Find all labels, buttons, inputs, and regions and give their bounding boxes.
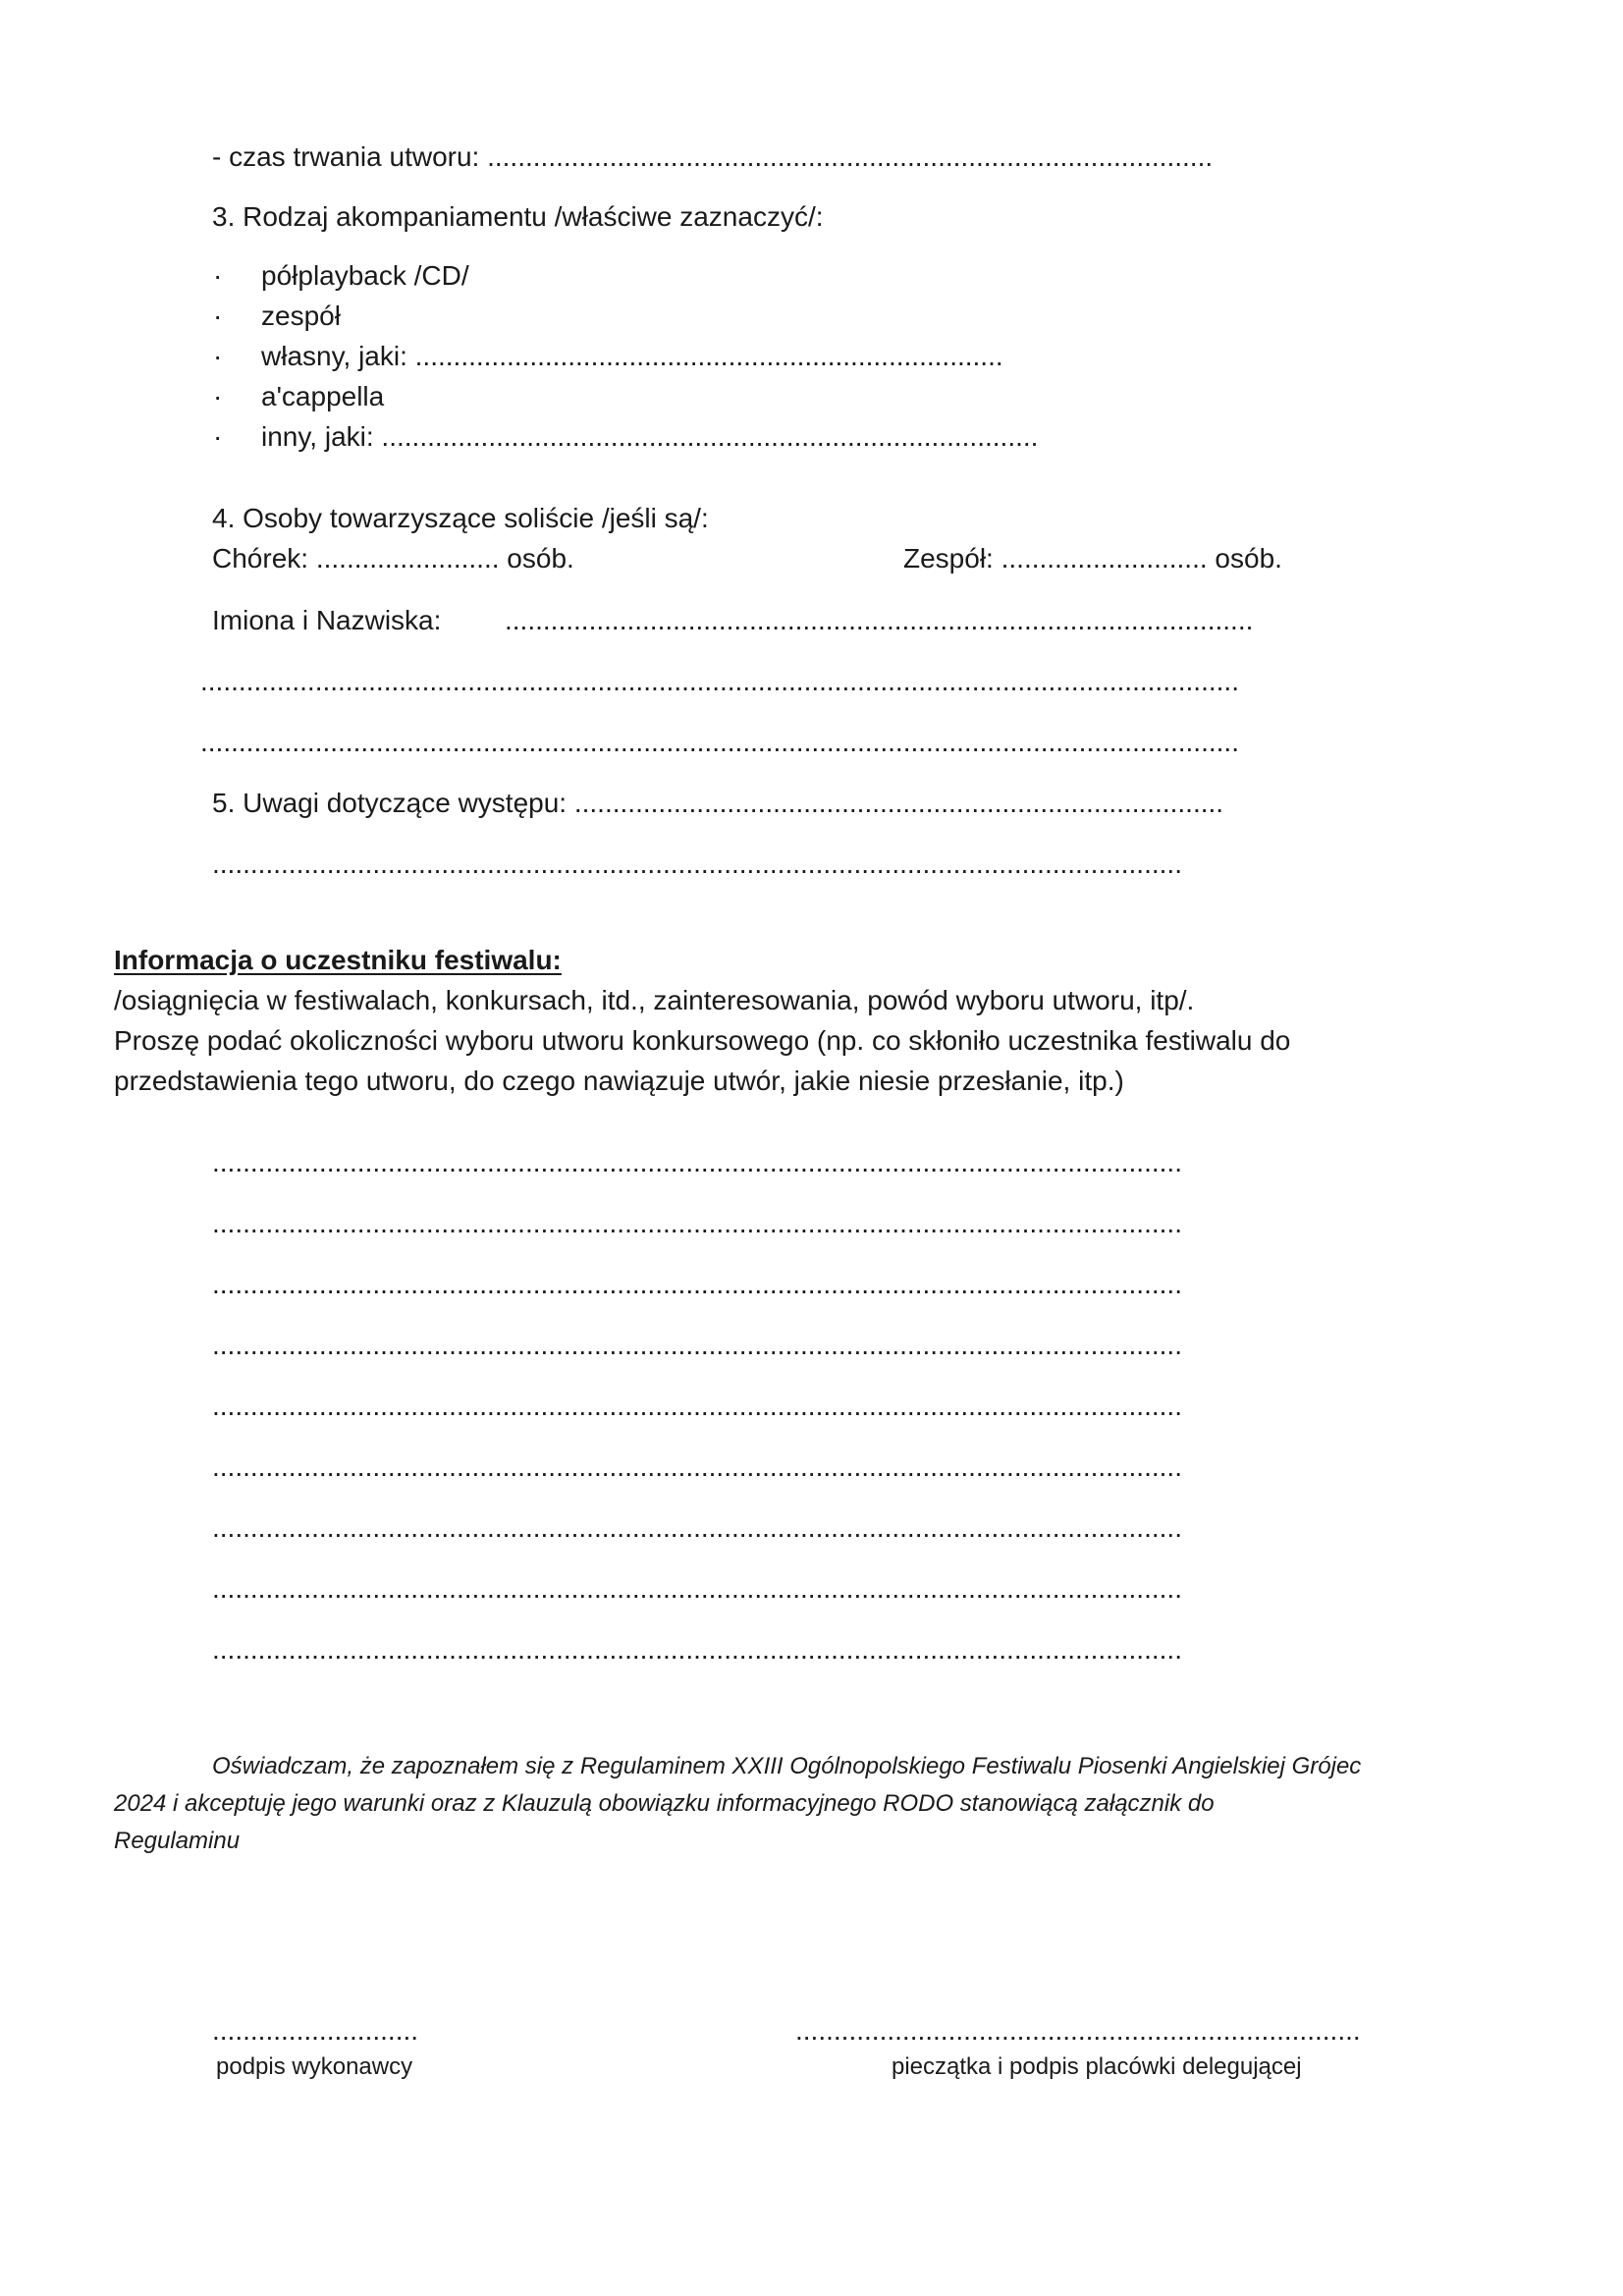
section-3-title: 3. Rodzaj akompaniamentu /właściwe zaznaczyć/:: [212, 201, 824, 232]
choir-count-field[interactable]: Chórek: ........................ osób.: [212, 543, 574, 574]
remarks-blank-line[interactable]: ...............................................................................................................................: [212, 848, 1182, 879]
option-acappella[interactable]: a'cappella: [261, 381, 385, 411]
info-blank-line[interactable]: ...............................................................................................................................: [212, 1269, 1182, 1299]
participant-info-heading: Informacja o uczestniku festiwalu:: [114, 945, 562, 975]
info-blank-line[interactable]: ...............................................................................................................................: [212, 1512, 1182, 1543]
declaration-line: Oświadczam, że zapoznałem się z Regulaminem XXIII Ogólnopolskiego Festiwalu Piosenki Angielskiej Grójec: [212, 1753, 1362, 1779]
institution-signature-field[interactable]: ..........................................................................: [795, 2015, 1361, 2046]
option-other[interactable]: inny, jaki: ......................................................................................: [261, 421, 1039, 452]
bullet-dot-icon: ·: [213, 260, 223, 291]
info-blank-line[interactable]: ...............................................................................................................................: [212, 1634, 1182, 1665]
option-own[interactable]: własny, jaki: .............................................................................: [261, 341, 1003, 371]
section-4-title: 4. Osoby towarzyszące soliście /jeśli są/:: [212, 503, 709, 533]
info-blank-line[interactable]: ...............................................................................................................................: [212, 1391, 1182, 1421]
declaration-line: Regulaminu: [114, 1828, 241, 1854]
names-label: Imiona i Nazwiska:: [212, 605, 442, 635]
performer-signature-label: podpis wykonawcy: [216, 2053, 413, 2080]
bullet-dot-icon: ·: [213, 421, 223, 452]
option-halfplayback[interactable]: półplayback /CD/: [261, 260, 469, 291]
participant-info-instruction: przedstawienia tego utworu, do czego nawiązuje utwór, jakie niesie przesłanie, itp.): [114, 1066, 1124, 1096]
band-count-field[interactable]: Zespół: ........................... osób.: [903, 543, 1282, 574]
names-field-line[interactable]: ..................................................................................................: [505, 605, 1254, 635]
bullet-dot-icon: ·: [213, 301, 223, 331]
section-5-remarks-field[interactable]: 5. Uwagi dotyczące występu: .....................................................................................: [212, 788, 1224, 818]
info-blank-line[interactable]: ...............................................................................................................................: [212, 1573, 1182, 1604]
bullet-dot-icon: ·: [213, 381, 223, 411]
performer-signature-field[interactable]: ...........................: [212, 2015, 419, 2046]
option-band[interactable]: zespół: [261, 301, 341, 331]
participant-info-instruction: /osiągnięcia w festiwalach, konkursach, itd., zainteresowania, powód wyboru utworu, itp/.: [114, 985, 1195, 1015]
names-blank-line[interactable]: ........................................................................................................................................: [200, 666, 1239, 696]
duration-field-line[interactable]: - czas trwania utworu: ...............................................................................................: [212, 141, 1214, 172]
names-blank-line[interactable]: ........................................................................................................................................: [200, 727, 1239, 757]
institution-signature-label: pieczątka i podpis placówki delegującej: [892, 2053, 1302, 2080]
declaration-line: 2024 i akceptuję jego warunki oraz z Klauzulą obowiązku informacyjnego RODO stanowiącą załącznik do: [114, 1790, 1215, 1817]
info-blank-line[interactable]: ...............................................................................................................................: [212, 1330, 1182, 1360]
info-blank-line[interactable]: ...............................................................................................................................: [212, 1451, 1182, 1482]
info-blank-line[interactable]: ...............................................................................................................................: [212, 1208, 1182, 1238]
participant-info-instruction: Proszę podać okoliczności wyboru utworu konkursowego (np. co skłoniło uczestnika festiwalu do: [114, 1025, 1291, 1056]
info-blank-line[interactable]: ...............................................................................................................................: [212, 1147, 1182, 1177]
bullet-dot-icon: ·: [213, 341, 223, 371]
